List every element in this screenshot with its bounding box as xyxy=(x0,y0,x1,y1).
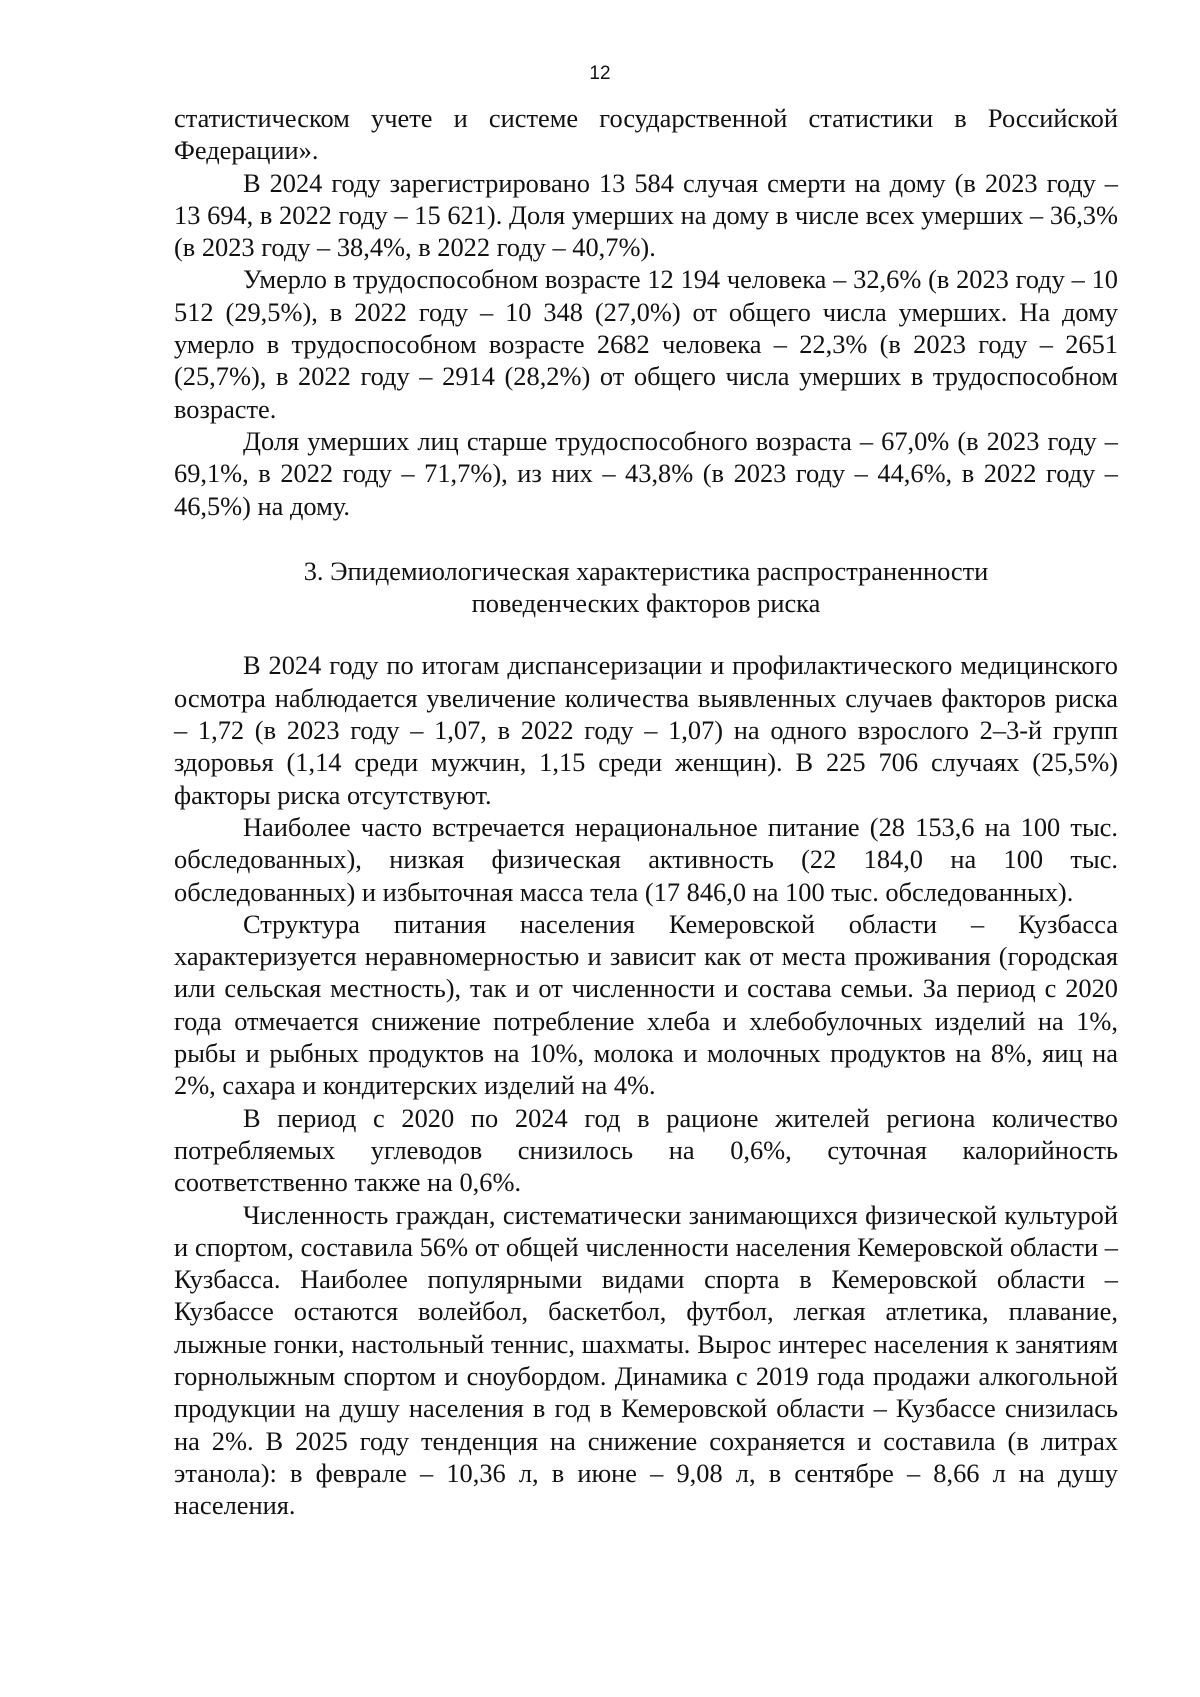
paragraph-continuation: статистическом учете и системе государственной статистики в Российской Федерации». xyxy=(174,103,1118,166)
paragraph-risk-factors: В 2024 году по итогам диспансеризации и профилактического медицинского осмотра наблюдается увеличение количества выявленных случаев факторов риска – 1,72 (в 2023 году – 1,07, в 2022 году – 1,07) на одного взрослого 2–3-й групп здоровья (1,14 среди мужчин, 1,15 среди женщин). В 225 706 случаях (25,5%) факторы риска отсутствуют. xyxy=(174,650,1118,810)
section-heading-line-1: 3. Эпидемиологическая характеристика распространенности xyxy=(303,555,989,586)
paragraph-home-deaths: В 2024 году зарегистрировано 13 584 случая смерти на дому (в 2023 году – 13 694, в 2022 году – 15 621). Доля умерших на дому в числе всех умерших – 36,3% (в 2023 году – 38,4%, в 2022 году – 40,7%). xyxy=(174,167,1118,263)
paragraph-sports-alcohol: Численность граждан, систематически занимающихся физической культурой и спортом, составила 56% от общей численности населения Кемеровской области – Кузбасса. Наиболее популярными видами спорта в Кемеровской области – Кузбассе остаются волейбол, баскетбол, футбол, легкая атлетика, плавание, лыжные гонки, настольный теннис, шахматы. Вырос интерес населения к занятиям горнолыжным спортом и сноубордом. Динамика с 2019 года продажи алкогольной продукции на душу населения в год в Кемеровской области – Кузбассе снизилась на 2%. В 2025 году тенденция на снижение сохраняется и составила (в литрах этанола): в феврале – 10,36 л, в июне – 9,08 л, в сентябре – 8,66 л на душу населения. xyxy=(174,1199,1118,1521)
section-heading-line-2: поведенческих факторов риска xyxy=(471,588,821,619)
page-number: 12 xyxy=(589,63,611,84)
paragraph-older-age-deaths: Доля умерших лиц старше трудоспособного возраста – 67,0% (в 2023 году – 69,1%, в 2022 году – 71,7%), из них – 43,8% (в 2023 году – 44,6%, в 2022 году – 46,5%) на дому. xyxy=(174,425,1118,521)
paragraph-working-age-deaths: Умерло в трудоспособном возрасте 12 194 человека – 32,6% (в 2023 году – 10 512 (29,5%), в 2022 году – 10 348 (27,0%) от общего числа умерших. На дому умерло в трудоспособном возрасте 2682 человека – 22,3% (в 2023 году – 2651 (25,7%), в 2022 году – 2914 (28,2%) от общего числа умерших в трудоспособном возрасте. xyxy=(174,264,1118,424)
paragraph-common-risks: Наиболее часто встречается нерациональное питание (28 153,6 на 100 тыс. обследованных), низкая физическая активность (22 184,0 на 100 тыс. обследованных) и избыточная масса тела (17 846,0 на 100 тыс. обследованных). xyxy=(174,811,1118,907)
paragraph-nutrition-structure: Структура питания населения Кемеровской области – Кузбасса характеризуется неравномерностью и зависит как от места проживания (городская или сельская местность), так и от численности и состава семьи. За период с 2020 года отмечается снижение потребление хлеба и хлебобулочных изделий на 1%, рыбы и рыбных продуктов на 10%, молока и молочных продуктов на 8%, яиц на 2%, сахара и кондитерских изделий на 4%. xyxy=(174,908,1118,1101)
document-body xyxy=(174,102,1118,1521)
paragraph-carbohydrates: В период с 2020 по 2024 год в рационе жителей региона количество потребляемых углеводов снизилось на 0,6%, суточная калорийность соответственно также на 0,6%. xyxy=(174,1102,1118,1198)
section-heading xyxy=(174,555,1118,620)
